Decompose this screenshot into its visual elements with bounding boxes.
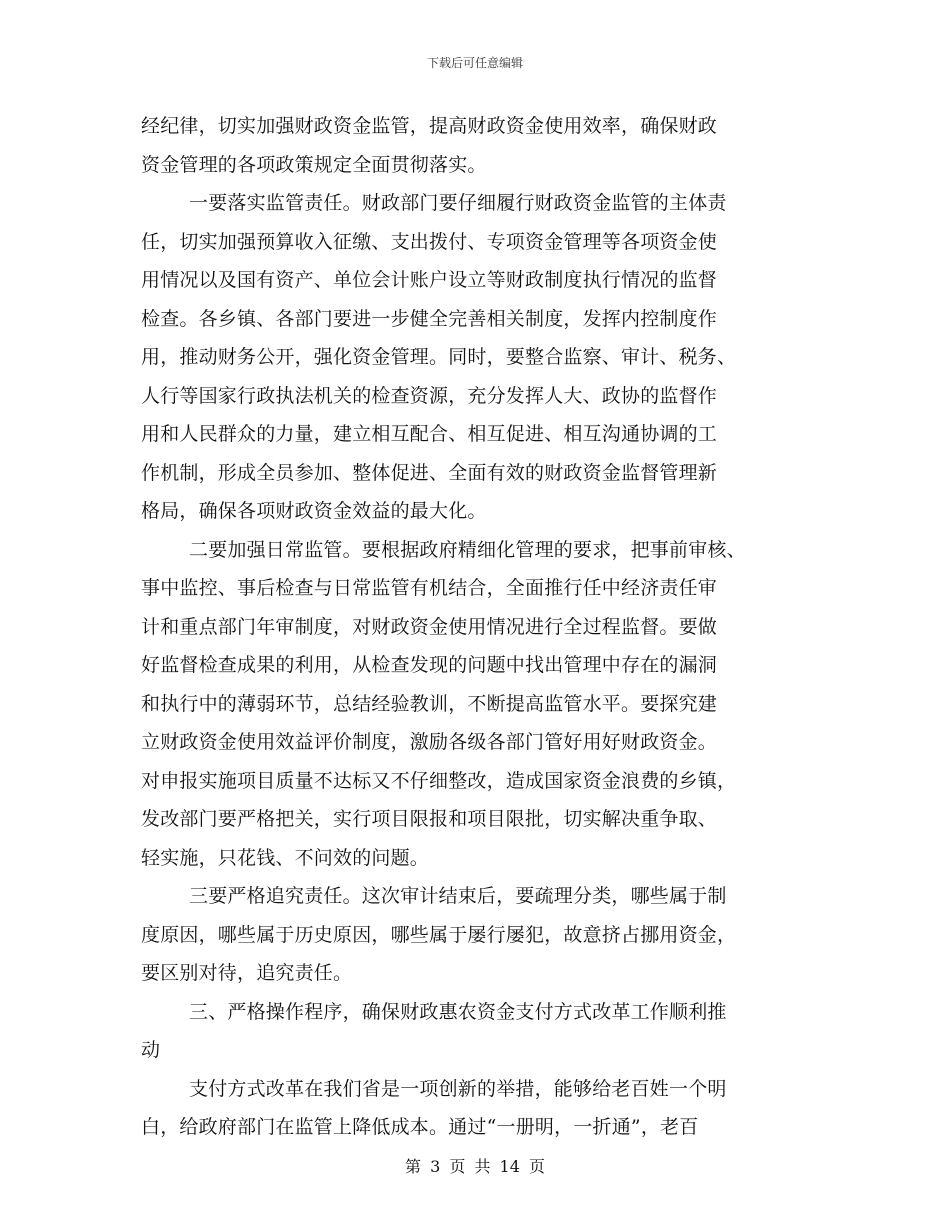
paragraph-start-line: 一要落实监管责任。财政部门要仔细履行财政资金监管的主体责 xyxy=(189,192,727,214)
text-line: 格局，确保各项财政资金效益的最大化。 xyxy=(141,500,487,522)
text-line: 计和重点部门年审制度，对财政资金使用情况进行全过程监督。要做 xyxy=(141,615,718,638)
text-line: 经纪律，切实加强财政资金监管，提高财政资金使用效率，确保财政 xyxy=(141,115,718,137)
text-line: 检查。各乡镇、各部门要进一步健全完善相关制度，发挥内控制度作 xyxy=(141,307,718,330)
text-line: 用和人民群众的力量，建立相互配合、相互促进、相互沟通协调的工 xyxy=(141,423,718,445)
text-line: 轻实施，只花钱、不问效的问题。 xyxy=(141,846,430,869)
text-line: 和执行中的薄弱环节，总结经验教训，不断提高监管水平。要探究建 xyxy=(141,692,718,715)
text-line: 作机制，形成全员参加、整体促进、全面有效的财政资金监督管理新 xyxy=(141,461,718,484)
page-header: 下载后可任意编辑 xyxy=(426,56,523,70)
text-line: 白，给政府部门在监管上降低成本。通过“一册明，一折通”，老百 xyxy=(141,1116,699,1138)
text-line: 用情况以及国有资产、单位会计账户设立等财政制度执行情况的监督 xyxy=(141,269,718,291)
paragraph-start-line: 支付方式改革在我们省是一项创新的举措，能够给老百姓一个明 xyxy=(189,1077,727,1100)
text-line: 立财政资金使用效益评价制度，激励各级各部门管好用好财政资金。 xyxy=(141,731,718,753)
paragraph-start-line: 三要严格追究责任。这次审计结束后，要疏理分类，哪些属于制 xyxy=(189,885,727,907)
text-line: 资金管理的各项政策规定全面贯彻落实。 xyxy=(141,153,487,176)
text-line: 用，推动财务公开，强化资金管理。同时，要整合监察、审计、税务、 xyxy=(141,346,737,368)
text-line: 要区别对待，追究责任。 xyxy=(141,962,353,984)
text-line: 任，切实加强预算收入征缴、支出拨付、专项资金管理等各项资金使 xyxy=(141,230,718,253)
section-heading-line: 三、严格操作程序，确保财政惠农资金支付方式改革工作顺利推 xyxy=(189,1000,727,1023)
text-line: 人行等国家行政执法机关的检查资源，充分发挥人大、政协的监督作 xyxy=(141,384,718,407)
text-line: 发改部门要严格把关，实行项目限报和项目限批，切实解决重争取、 xyxy=(141,808,718,830)
text-line: 度原因，哪些属于历史原因，哪些属于屡行屡犯，故意挤占挪用资金， xyxy=(141,923,737,946)
text-line: 好监督检查成果的利用，从检查发现的问题中找出管理中存在的漏洞 xyxy=(141,654,718,676)
page-number-footer: 第 3 页 共 14 页 xyxy=(405,1157,545,1176)
text-line: 对申报实施项目质量不达标又不仔细整改，造成国家资金浪费的乡镇， xyxy=(141,769,737,792)
paragraph-start-line: 二要加强日常监管。要根据政府精细化管理的要求，把事前审核、 xyxy=(189,538,746,561)
text-line: 事中监控、事后检查与日常监管有机结合，全面推行任中经济责任审 xyxy=(141,577,718,599)
document-body xyxy=(141,107,813,1147)
section-heading-line: 动 xyxy=(141,1039,161,1061)
